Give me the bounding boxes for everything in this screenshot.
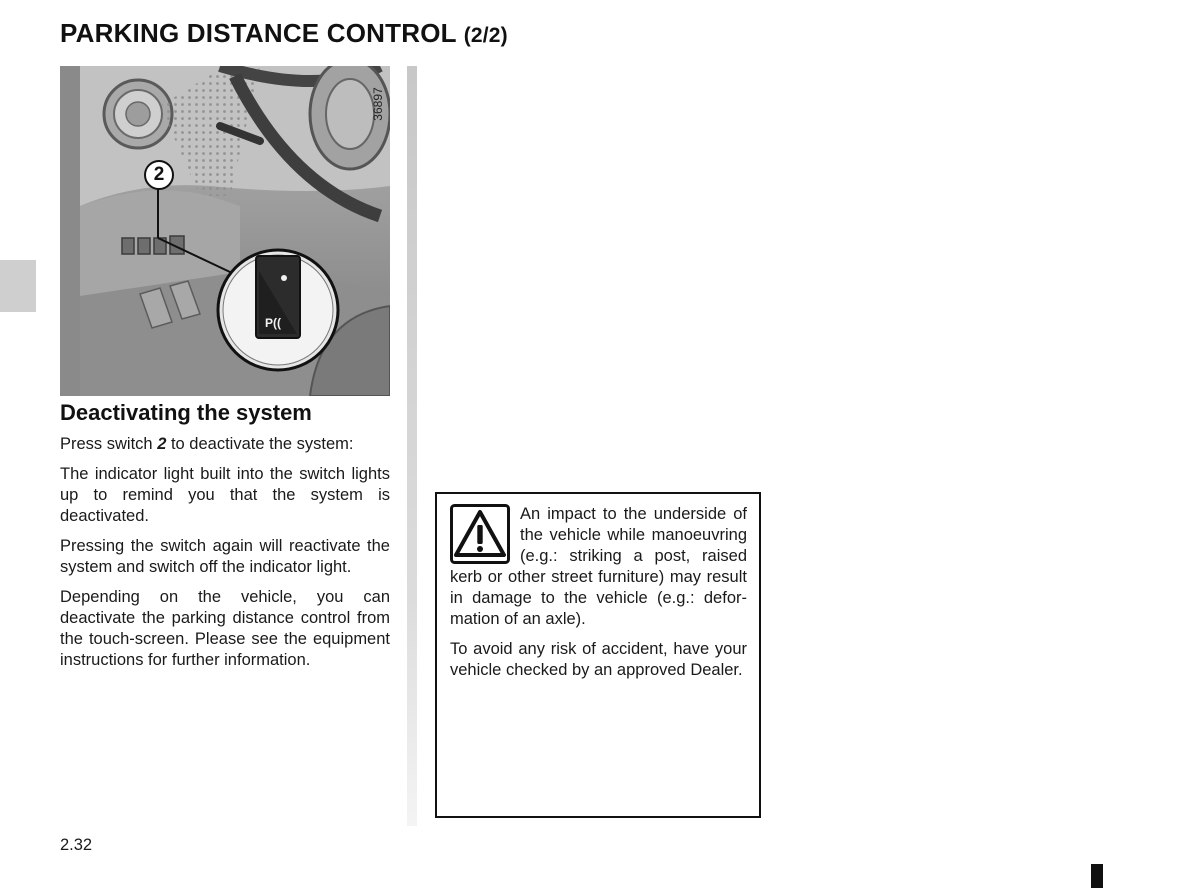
title-text: PARKING DISTANCE CONTROL bbox=[60, 18, 457, 48]
callout-number: 2 bbox=[144, 160, 174, 190]
warning-triangle-icon bbox=[450, 504, 510, 564]
page-number: 2.32 bbox=[60, 836, 93, 854]
paragraph-indicator-light: The indicator light built into the switch lights up to remind you that the system is deactivated. bbox=[60, 465, 390, 525]
switch-reference: 2 bbox=[157, 435, 167, 453]
figure-reference bbox=[370, 74, 386, 134]
section-body bbox=[60, 434, 390, 680]
paragraph-prefix: Press switch bbox=[60, 435, 158, 453]
section-heading: Deactivating the system bbox=[60, 400, 312, 425]
paragraph-touch-screen: Depending on the vehicle, you can deactivate the parking distance control from the touch-screen. Please see the equipment instructions for further information. bbox=[60, 588, 390, 669]
column-divider bbox=[407, 66, 417, 826]
page-edge-marker bbox=[1091, 864, 1103, 888]
warning-paragraph-impact: An impact to the underside of the vehicle while manoeuvring (e.g.: striking a post, raised kerb or other street furniture) may result in damage to the vehicle (e.g.: deformation of an axle). bbox=[450, 505, 747, 628]
warning-box bbox=[435, 492, 761, 818]
page-title bbox=[60, 18, 508, 49]
title-part: (2/2) bbox=[463, 24, 508, 47]
dashboard-drawing bbox=[60, 66, 390, 396]
figure-reference-text: 36897 bbox=[371, 87, 385, 121]
chapter-tab bbox=[0, 260, 36, 312]
warning-paragraph-dealer: To avoid any risk of accident, have your vehicle checked by an approved Dealer. bbox=[450, 640, 747, 679]
paragraph-press-switch bbox=[60, 434, 390, 455]
switch-label: P(( bbox=[265, 316, 281, 330]
paragraph-suffix: to deactivate the system: bbox=[166, 435, 354, 453]
paragraph-reactivate: Pressing the switch again will reactivate the system and switch off the indicator light. bbox=[60, 537, 390, 576]
dashboard-illustration bbox=[60, 66, 390, 396]
